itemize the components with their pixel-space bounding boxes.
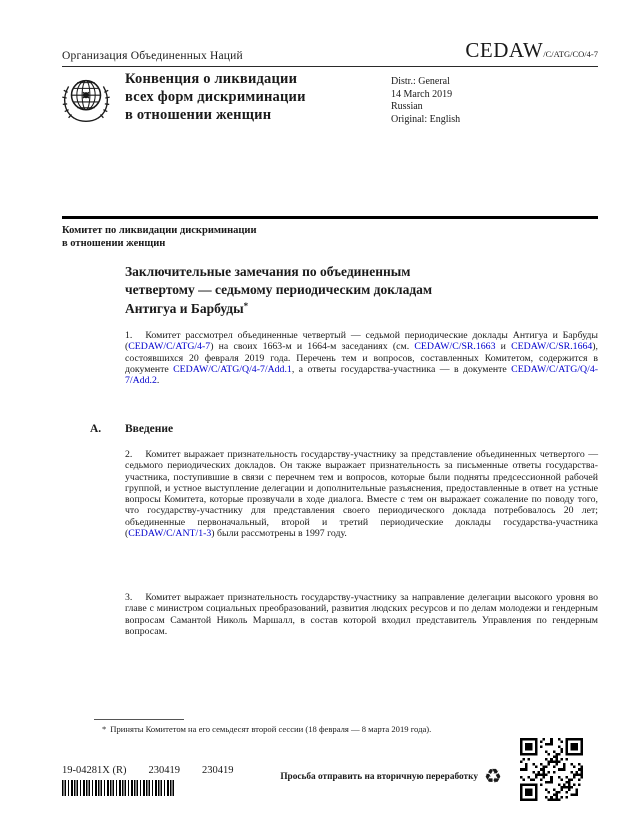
un-org-name: Организация Объединенных Наций xyxy=(62,50,243,62)
text-segment: Комитет рассмотрел объединенные четвертый — седьмой периодические доклады Антигуа и Барбуды ( xyxy=(125,330,598,353)
document-symbol-link[interactable]: CEDAW/C/ATG/Q/4-7/Add.2 xyxy=(125,363,598,387)
convention-title-line3: в отношении женщин xyxy=(125,107,272,123)
date-line: 14 March 2019 xyxy=(391,88,453,100)
symbol-prefix: CEDAW xyxy=(465,38,544,62)
document-title-line2: четвертому — седьмому периодическим докладам xyxy=(125,281,433,297)
symbol-suffix: /C/ATG/CO/4-7 xyxy=(543,49,598,59)
text-segment: ), состоявшихся 20 февраля 2019 года. Перечень тем и вопросов, составленных Комитетом, содержится в документе xyxy=(125,341,598,375)
qr-code xyxy=(520,738,583,801)
footer-document-number xyxy=(62,765,233,776)
text-segment: Комитет выражает признательность государству-участнику за представление объединенных четвертого — седьмого периодических докладов. Он также выражает признательность за письменные ответы государства-участника, поступившие в связи с перечнем тем и вопросов, которые были подняты предсессионной рабочей группой, и устное выступление делегации и дополнительные разъяснения, предоставленные в ответ на устные вопросы Комитета, которые прозвучали в ходе диалога. Вместе с тем он выражает сожаление по поводу того, что государству-участнику для представления своего периодического доклада потребовалось 20 лет; объединенные первоначальный, второй и третий периодические доклады государства-участника ( xyxy=(125,449,598,540)
paragraph-number: 3. xyxy=(125,592,133,603)
masthead-divider xyxy=(62,216,598,219)
convention-title-line2: всех форм дискриминации xyxy=(125,89,306,105)
section-a-title: Введение xyxy=(125,423,174,435)
convention-title-line1: Конвенция о ликвидации xyxy=(125,71,298,87)
document-title-line1: Заключительные замечания по объединенным xyxy=(125,264,411,279)
paragraph-2 xyxy=(125,449,598,539)
document-symbol-link[interactable]: CEDAW/C/SR.1664 xyxy=(511,341,593,353)
committee-name-line2: в отношении женщин xyxy=(62,238,166,249)
original-line: Original: English xyxy=(391,113,461,125)
document-symbol-link[interactable]: CEDAW/C/ATG/4-7 xyxy=(128,341,211,353)
recycle-notice: Просьба отправить на вторичную переработку xyxy=(280,772,478,782)
committee-name-line1: Комитет по ликвидации дискриминации xyxy=(62,225,257,236)
date-code-2: 230419 xyxy=(201,765,234,776)
document-symbol-link[interactable]: CEDAW/C/ATG/Q/4-7/Add.1 xyxy=(173,363,292,375)
paragraph-1 xyxy=(125,330,598,386)
text-segment: ) были рассмотрены в 1997 году. xyxy=(211,528,347,540)
text-segment: и xyxy=(495,341,512,353)
footnote-text: Приняты Комитетом на его семьдесят второй сессии (18 февраля — 8 марта 2019 года). xyxy=(110,724,432,734)
header-divider xyxy=(62,66,598,67)
paragraph-number: 1. xyxy=(125,330,133,341)
job-number: 19-04281X (R) xyxy=(62,765,127,776)
barcode xyxy=(62,780,175,796)
section-a-heading xyxy=(90,423,173,435)
text-segment: ) на своих 1663-м и 1664-м заседаниях (см. xyxy=(210,341,415,353)
document-symbol-link[interactable]: CEDAW/C/SR.1663 xyxy=(414,341,496,353)
text-segment: , а ответы государства-участника — в документе xyxy=(291,363,512,375)
document-symbol xyxy=(465,38,598,63)
paragraph-number: 2. xyxy=(125,449,133,460)
paragraph-3 xyxy=(125,592,598,637)
text-segment: . xyxy=(156,375,160,387)
footnote-marker: * xyxy=(102,724,107,734)
distribution-block xyxy=(391,76,460,126)
language-line: Russian xyxy=(391,101,423,112)
un-emblem-icon xyxy=(57,71,115,127)
paragraph-text xyxy=(125,449,598,539)
text-segment: Комитет выражает признательность государству-участнику за направление делегации высокого уровня во главе с министром социальных преобразований, развития людских ресурсов и по делам молодежи и гендерным вопросам Самантой Николь Маршалл, в состав которой входил представитель Управления по гендерным вопросам. xyxy=(125,592,598,637)
committee-name xyxy=(62,224,257,250)
recycle-icon: ♻ xyxy=(484,766,502,788)
footnote-divider xyxy=(94,719,184,720)
paragraph-text xyxy=(125,330,598,386)
footnote xyxy=(94,724,574,734)
document-title xyxy=(125,263,432,318)
document-title-line3: Антигуа и Барбуды* xyxy=(125,301,249,316)
section-a-label: A. xyxy=(90,423,102,435)
date-code-1: 230419 xyxy=(148,765,180,776)
convention-title xyxy=(125,70,306,124)
paragraph-text xyxy=(125,592,598,637)
title-footnote-marker: * xyxy=(243,301,249,311)
document-symbol-link[interactable]: CEDAW/C/ANT/1-3 xyxy=(128,528,212,540)
distr-line: Distr.: General xyxy=(391,76,450,87)
